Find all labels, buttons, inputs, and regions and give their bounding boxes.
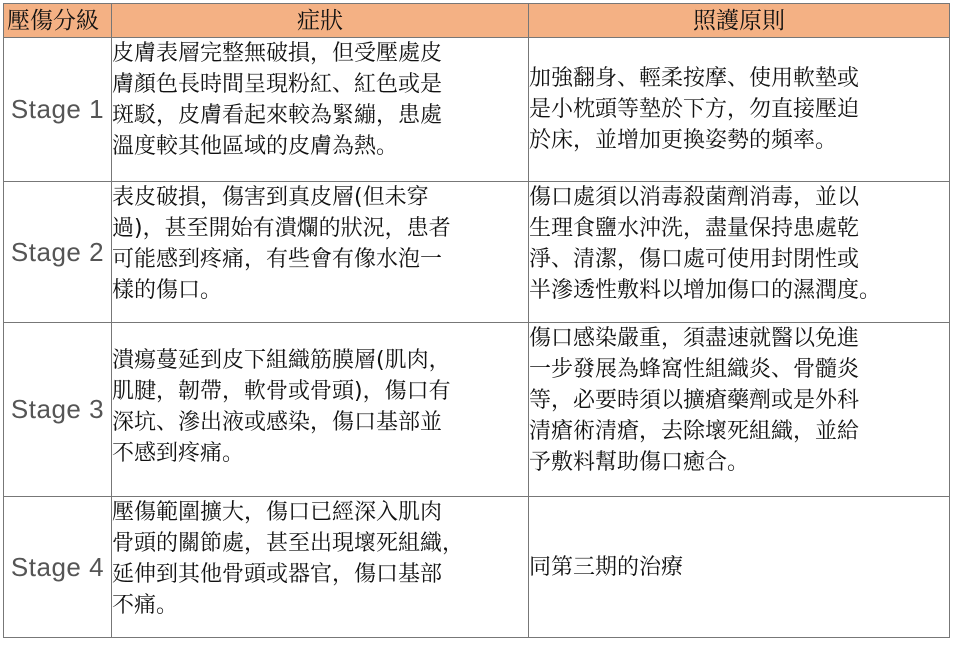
- stage-label: Stage 3: [4, 323, 112, 497]
- header-symptom: 症狀: [112, 4, 529, 38]
- care-line: 生理食鹽水沖洗，盡量保持患處乾: [529, 216, 860, 241]
- care-line: 同第三期的治療: [529, 554, 684, 580]
- symptom-line: 潰瘍蔓延到皮下組織筋膜層(肌肉，: [112, 348, 451, 373]
- symptom-cell: [112, 38, 529, 182]
- symptom-line: 表皮破損，傷害到真皮層(但未穿: [112, 185, 429, 210]
- table-row: [4, 38, 950, 182]
- care-line: 於床，並增加更換姿勢的頻率。: [529, 128, 838, 153]
- table-header-row: [4, 4, 950, 38]
- symptom-line: 不感到疼痛。: [112, 441, 245, 466]
- stage-label: Stage 2: [4, 182, 112, 323]
- care-cell: [529, 497, 950, 638]
- symptom-line: 斑駁，皮膚看起來較為緊繃，患處: [112, 103, 443, 128]
- stage-label: Stage 1: [4, 38, 112, 182]
- care-line: 清瘡術清瘡，去除壞死組織，並給: [529, 419, 860, 444]
- symptom-cell: [112, 182, 529, 323]
- table-row: [4, 323, 950, 497]
- care-line: 是小枕頭等墊於下方，勿直接壓迫: [529, 97, 860, 122]
- symptom-line: 可能感到疼痛，有些會有像水泡一: [112, 247, 443, 272]
- symptom-cell: [112, 323, 529, 497]
- care-cell: [529, 182, 950, 323]
- care-line: 等，必要時須以擴瘡藥劑或是外科: [529, 388, 860, 413]
- pressure-injury-table: [3, 3, 950, 638]
- care-line: 予敷料幫助傷口癒合。: [529, 450, 750, 475]
- symptom-line: 骨頭的關節處，甚至出現壞死組織，: [112, 531, 465, 556]
- care-cell: [529, 323, 950, 497]
- stage-label: Stage 4: [4, 497, 112, 638]
- care-line: 淨、清潔，傷口處可使用封閉性或: [529, 247, 860, 272]
- care-line: 傷口處須以消毒殺菌劑消毒，並以: [529, 185, 860, 210]
- symptom-cell: [112, 497, 529, 638]
- header-stage: 壓傷分級: [4, 4, 112, 38]
- header-care: 照護原則: [529, 4, 950, 38]
- care-line: 加強翻身、輕柔按摩、使用軟墊或: [529, 66, 860, 91]
- care-line: 半滲透性敷料以增加傷口的濕潤度。: [529, 278, 882, 303]
- symptom-line: 延伸到其他骨頭或器官，傷口基部: [112, 562, 443, 587]
- table-row: [4, 182, 950, 323]
- symptom-line: 深坑、滲出液或感染，傷口基部並: [112, 410, 443, 435]
- symptom-line: 樣的傷口。: [112, 278, 223, 303]
- symptom-line: 壓傷範圍擴大，傷口已經深入肌肉: [112, 500, 443, 525]
- symptom-line: 皮膚表層完整無破損，但受壓處皮: [112, 41, 443, 66]
- symptom-line: 不痛。: [112, 593, 179, 618]
- symptom-line: 肌腱，韌帶，軟骨或骨頭)，傷口有: [112, 379, 451, 404]
- care-line: 一步發展為蜂窩性組織炎、骨髓炎: [529, 357, 860, 382]
- symptom-line: 溫度較其他區域的皮膚為熱。: [112, 134, 399, 159]
- care-cell: [529, 38, 950, 182]
- care-line: 傷口感染嚴重，須盡速就醫以免進: [529, 326, 860, 351]
- symptom-line: 過)，甚至開始有潰爛的狀況，患者: [112, 216, 451, 241]
- symptom-line: 膚顏色長時間呈現粉紅、紅色或是: [112, 72, 443, 97]
- table-row: [4, 497, 950, 638]
